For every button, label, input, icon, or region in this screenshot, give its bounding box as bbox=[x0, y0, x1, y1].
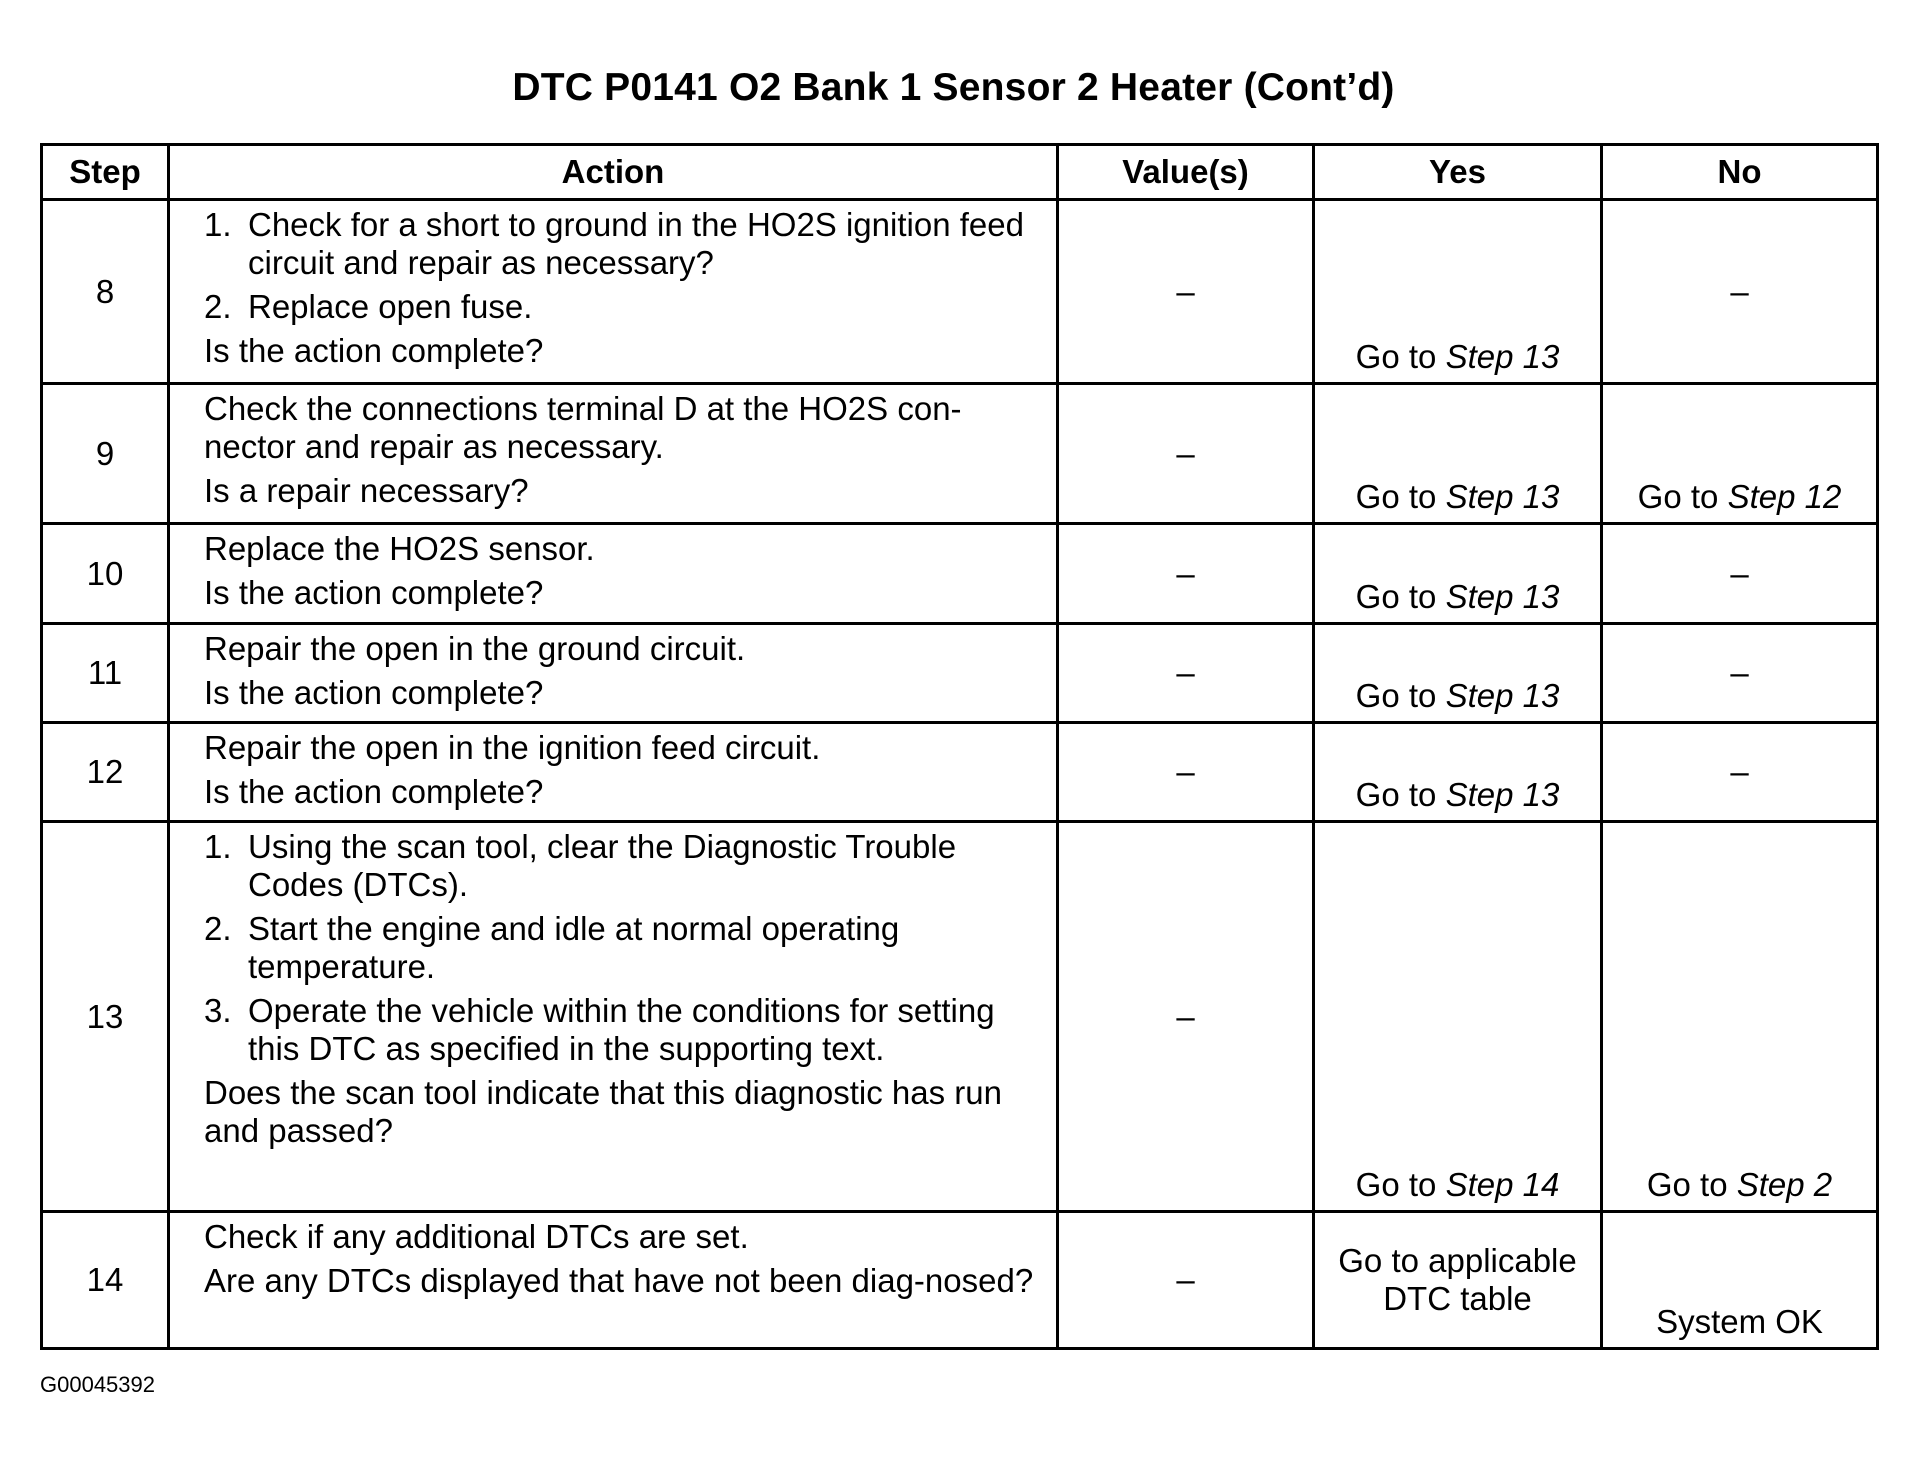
yes-cell bbox=[1314, 822, 1602, 1212]
action-list-item bbox=[204, 828, 1036, 904]
value-cell: – bbox=[1058, 723, 1314, 822]
action-text: Check if any additional DTCs are set. bbox=[204, 1218, 749, 1255]
table-row-step-14 bbox=[42, 1212, 1878, 1349]
list-text: Check for a short to ground in the HO2S ignition feed circuit and repair as necessary? bbox=[248, 206, 1024, 281]
action-list-item bbox=[204, 288, 1036, 326]
value-cell: – bbox=[1058, 200, 1314, 384]
step-number: 8 bbox=[42, 200, 169, 384]
action-list-item bbox=[204, 992, 1036, 1068]
value-cell: – bbox=[1058, 524, 1314, 624]
no-cell: – bbox=[1602, 200, 1878, 384]
yes-cell bbox=[1314, 200, 1602, 384]
list-text: Using the scan tool, clear the Diagnostic Trouble Codes (DTCs). bbox=[248, 828, 957, 903]
no-step-ref: Step 2 bbox=[1736, 1166, 1833, 1203]
column-header-step: Step bbox=[42, 145, 169, 200]
action-question: Is the action complete? bbox=[204, 674, 544, 711]
table-row-step-13 bbox=[42, 822, 1878, 1212]
action-cell bbox=[169, 384, 1058, 524]
yes-cell bbox=[1314, 1212, 1602, 1349]
table-row-step-8 bbox=[42, 200, 1878, 384]
action-text: Repair the open in the ground circuit. bbox=[204, 630, 746, 667]
step-number: 13 bbox=[42, 822, 169, 1212]
yes-prefix: Go to bbox=[1355, 578, 1446, 615]
yes-text: Go to applicable DTC table bbox=[1338, 1242, 1577, 1317]
value-cell: – bbox=[1058, 822, 1314, 1212]
table-header-row bbox=[42, 145, 1878, 200]
list-number: 2. bbox=[204, 910, 232, 947]
yes-step-ref: Step 13 bbox=[1445, 478, 1560, 515]
action-text: Replace the HO2S sensor. bbox=[204, 530, 595, 567]
action-list-item bbox=[204, 206, 1036, 282]
yes-cell bbox=[1314, 524, 1602, 624]
yes-prefix: Go to bbox=[1355, 677, 1446, 714]
no-prefix: Go to bbox=[1646, 1166, 1737, 1203]
yes-prefix: Go to bbox=[1355, 776, 1446, 813]
action-question: Is the action complete? bbox=[204, 332, 544, 369]
no-cell: – bbox=[1602, 723, 1878, 822]
column-header-no: No bbox=[1602, 145, 1878, 200]
value-cell: – bbox=[1058, 624, 1314, 723]
list-number: 2. bbox=[204, 288, 232, 325]
no-text: System OK bbox=[1656, 1303, 1823, 1340]
action-question: Is the action complete? bbox=[204, 574, 544, 611]
no-cell bbox=[1602, 384, 1878, 524]
list-number: 3. bbox=[204, 992, 232, 1029]
no-cell: – bbox=[1602, 624, 1878, 723]
list-text: Start the engine and idle at normal operating temperature. bbox=[248, 910, 900, 985]
yes-cell bbox=[1314, 723, 1602, 822]
action-text: Check the connections terminal D at the HO2S con-nector and repair as necessary. bbox=[204, 390, 962, 465]
action-cell bbox=[169, 723, 1058, 822]
step-number: 10 bbox=[42, 524, 169, 624]
page-title: DTC P0141 O2 Bank 1 Sensor 2 Heater (Cont’d) bbox=[512, 66, 1395, 109]
column-header-yes: Yes bbox=[1314, 145, 1602, 200]
action-cell bbox=[169, 624, 1058, 723]
diagnostic-table bbox=[40, 143, 1879, 1350]
yes-step-ref: Step 14 bbox=[1445, 1166, 1560, 1203]
yes-step-ref: Step 13 bbox=[1445, 776, 1560, 813]
yes-step-ref: Step 13 bbox=[1445, 578, 1560, 615]
action-list-item bbox=[204, 910, 1036, 986]
no-cell bbox=[1602, 822, 1878, 1212]
step-number: 11 bbox=[42, 624, 169, 723]
no-step-ref: Step 12 bbox=[1727, 478, 1842, 515]
list-text: Operate the vehicle within the conditions for setting this DTC as specified in the supporting text. bbox=[248, 992, 995, 1067]
table-row-step-12 bbox=[42, 723, 1878, 822]
column-header-action: Action bbox=[169, 145, 1058, 200]
yes-cell bbox=[1314, 384, 1602, 524]
table-row-step-9 bbox=[42, 384, 1878, 524]
action-cell bbox=[169, 1212, 1058, 1349]
yes-prefix: Go to bbox=[1355, 338, 1446, 375]
yes-prefix: Go to bbox=[1355, 1166, 1446, 1203]
list-number: 1. bbox=[204, 206, 232, 243]
action-text: Repair the open in the ignition feed circuit. bbox=[204, 729, 821, 766]
action-cell bbox=[169, 200, 1058, 384]
action-question: Is the action complete? bbox=[204, 773, 544, 810]
yes-step-ref: Step 13 bbox=[1445, 677, 1560, 714]
value-cell: – bbox=[1058, 384, 1314, 524]
no-cell: – bbox=[1602, 524, 1878, 624]
no-cell bbox=[1602, 1212, 1878, 1349]
step-number: 9 bbox=[42, 384, 169, 524]
table-row-step-11 bbox=[42, 624, 1878, 723]
step-number: 14 bbox=[42, 1212, 169, 1349]
action-question: Are any DTCs displayed that have not been diag-nosed? bbox=[204, 1262, 1034, 1299]
table-row-step-10 bbox=[42, 524, 1878, 624]
yes-step-ref: Step 13 bbox=[1445, 338, 1560, 375]
action-question: Does the scan tool indicate that this diagnostic has run and passed? bbox=[204, 1074, 1002, 1149]
yes-prefix: Go to bbox=[1355, 478, 1446, 515]
action-cell bbox=[169, 524, 1058, 624]
no-prefix: Go to bbox=[1637, 478, 1728, 515]
yes-cell bbox=[1314, 624, 1602, 723]
action-question: Is a repair necessary? bbox=[204, 472, 529, 509]
figure-id: G00045392 bbox=[40, 1372, 155, 1397]
step-number: 12 bbox=[42, 723, 169, 822]
action-cell bbox=[169, 822, 1058, 1212]
column-header-values: Value(s) bbox=[1058, 145, 1314, 200]
value-cell: – bbox=[1058, 1212, 1314, 1349]
list-text: Replace open fuse. bbox=[248, 288, 533, 325]
list-number: 1. bbox=[204, 828, 232, 865]
